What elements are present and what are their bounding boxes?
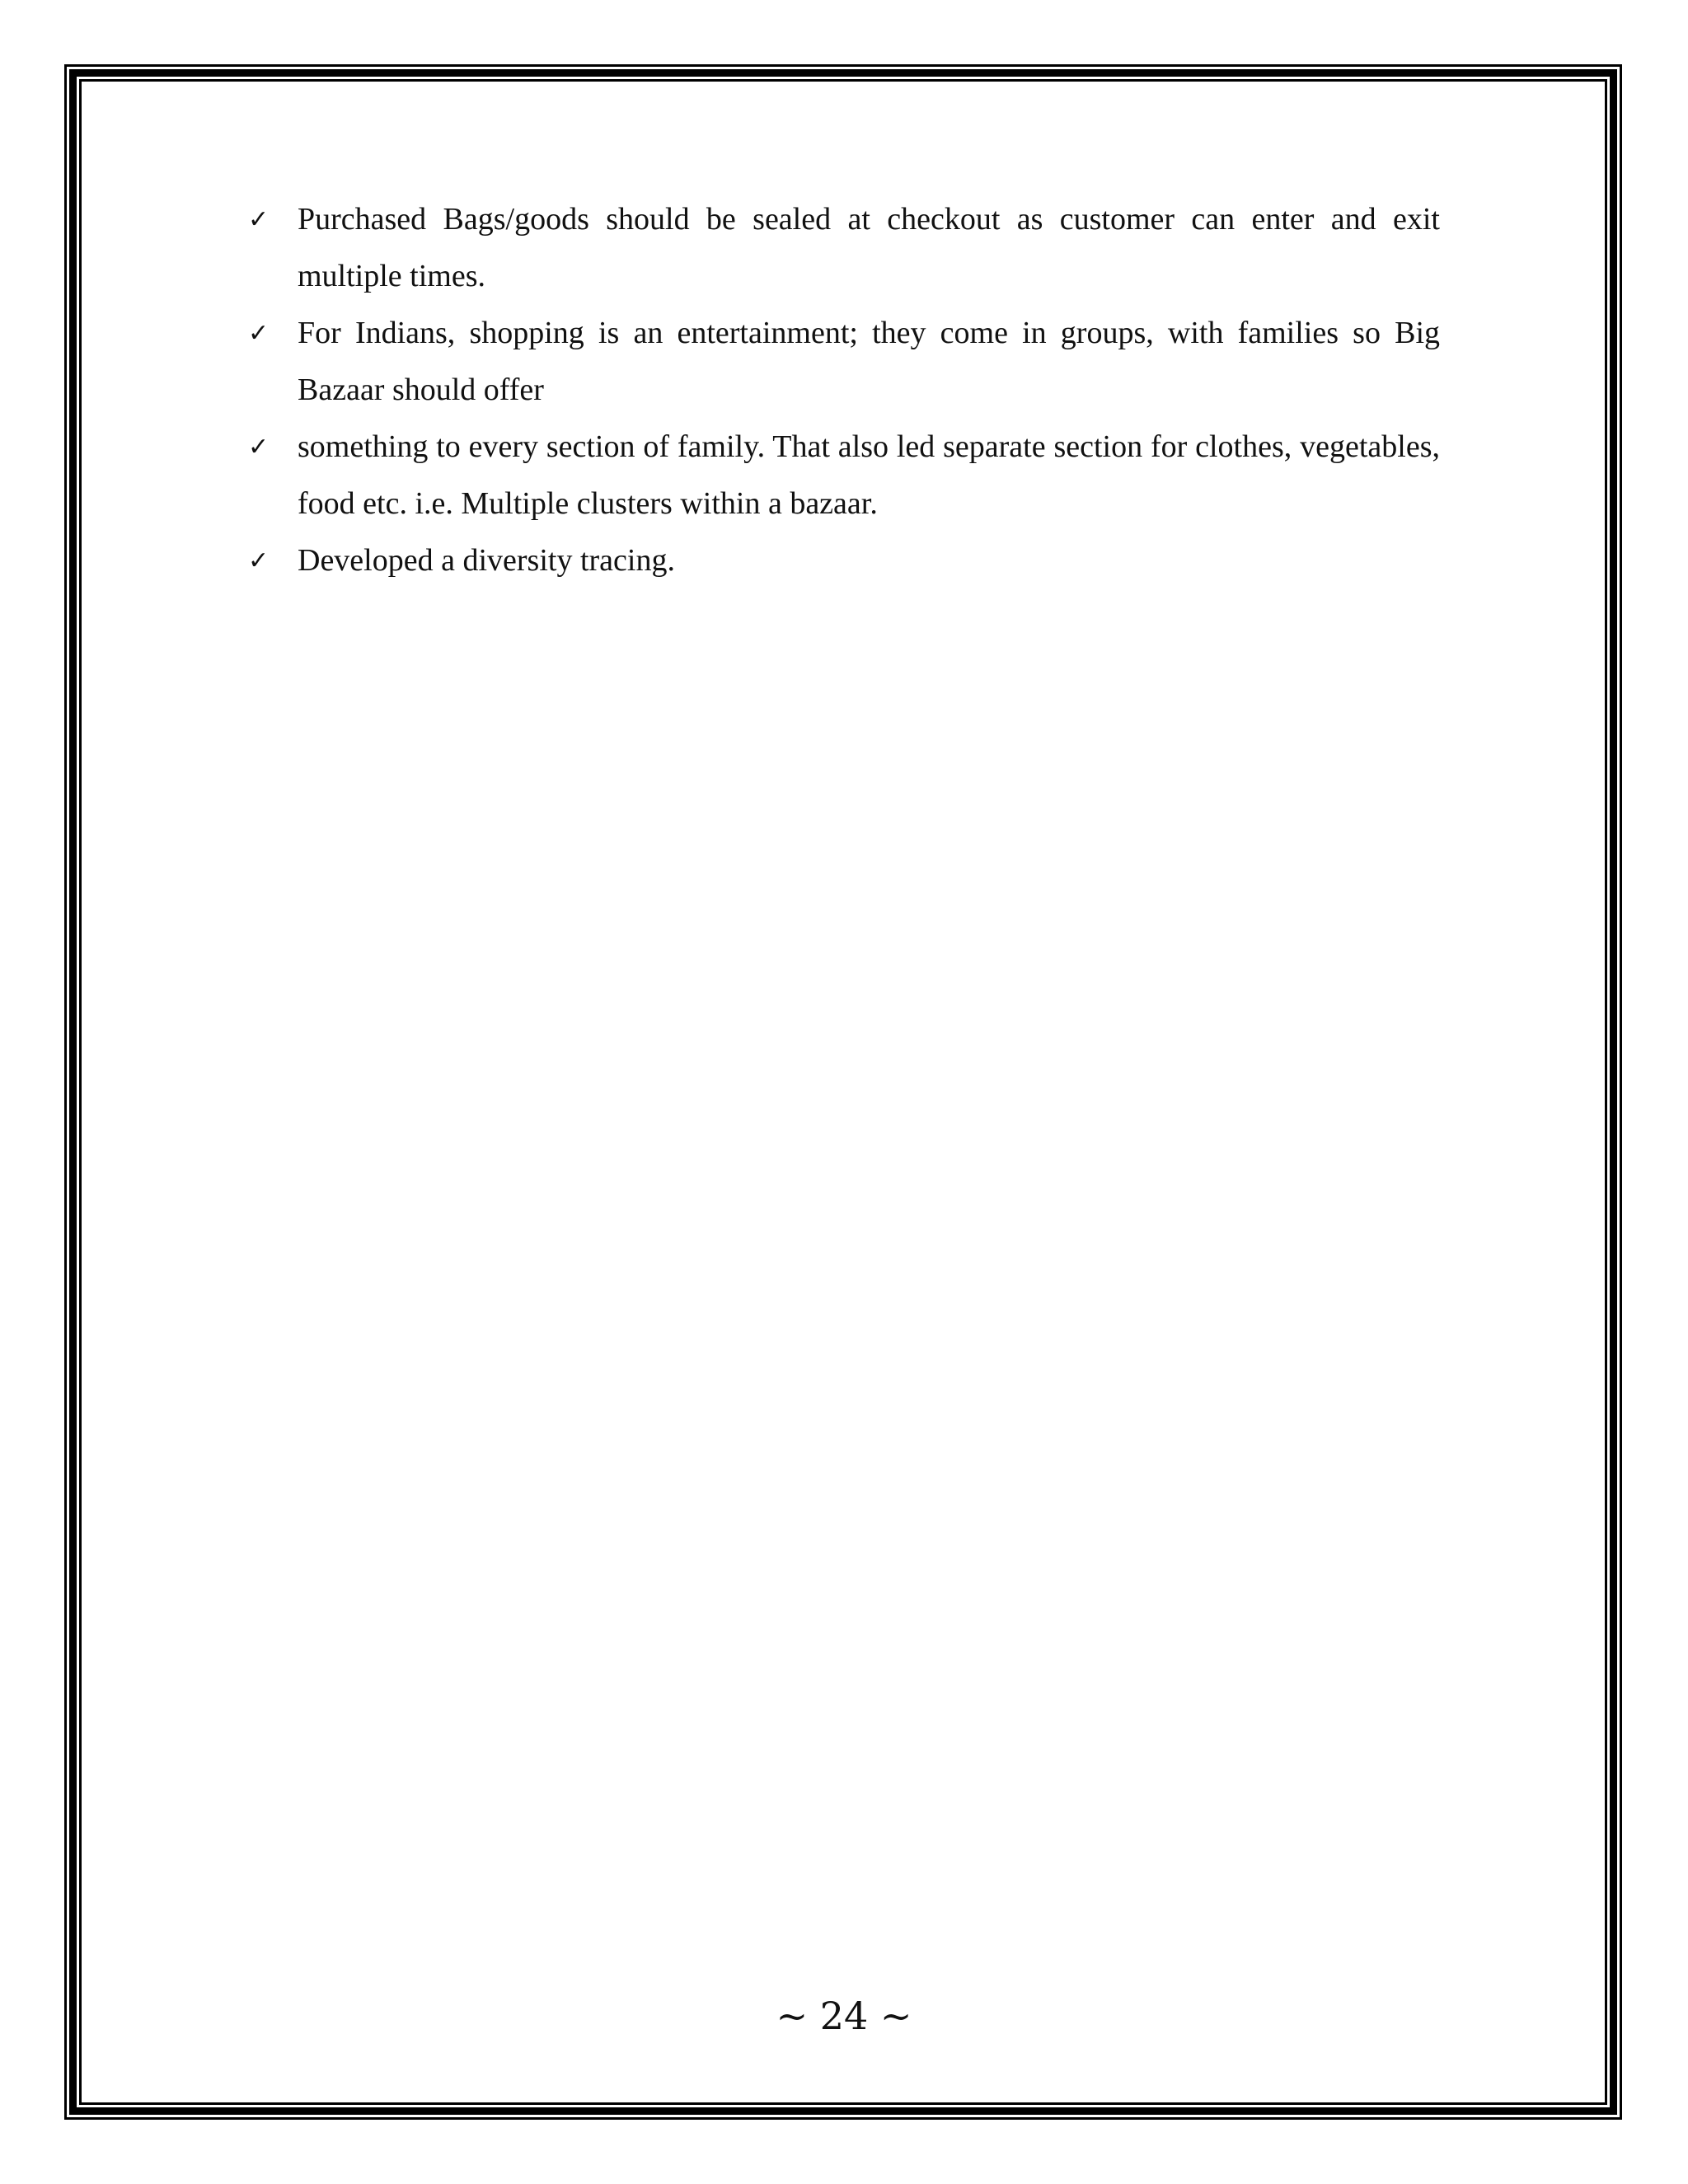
bullet-list bbox=[243, 191, 1440, 589]
list-item-text: Purchased Bags/goods should be sealed at checkout as customer can enter and exit multiple times. bbox=[298, 202, 1440, 293]
checkmark-icon: ✓ bbox=[248, 433, 270, 462]
checkmark-icon: ✓ bbox=[248, 205, 270, 234]
list-item bbox=[243, 532, 1440, 589]
list-item bbox=[243, 305, 1440, 419]
checkmark-icon: ✓ bbox=[248, 546, 270, 575]
checkmark-icon: ✓ bbox=[248, 319, 270, 348]
list-item-text: For Indians, shopping is an entertainment; they come in groups, with families so Big Bazaar should offer bbox=[298, 316, 1440, 407]
list-item-text: Developed a diversity tracing. bbox=[298, 543, 675, 578]
page-number: ~ 24 ~ bbox=[776, 1994, 912, 2038]
page-content bbox=[243, 191, 1440, 589]
list-item-text: something to every section of family. That also led separate section for clothes, vegetables, food etc. i.e. Multiple clusters within a bazaar. bbox=[298, 429, 1440, 521]
list-item bbox=[243, 191, 1440, 305]
list-item bbox=[243, 419, 1440, 532]
